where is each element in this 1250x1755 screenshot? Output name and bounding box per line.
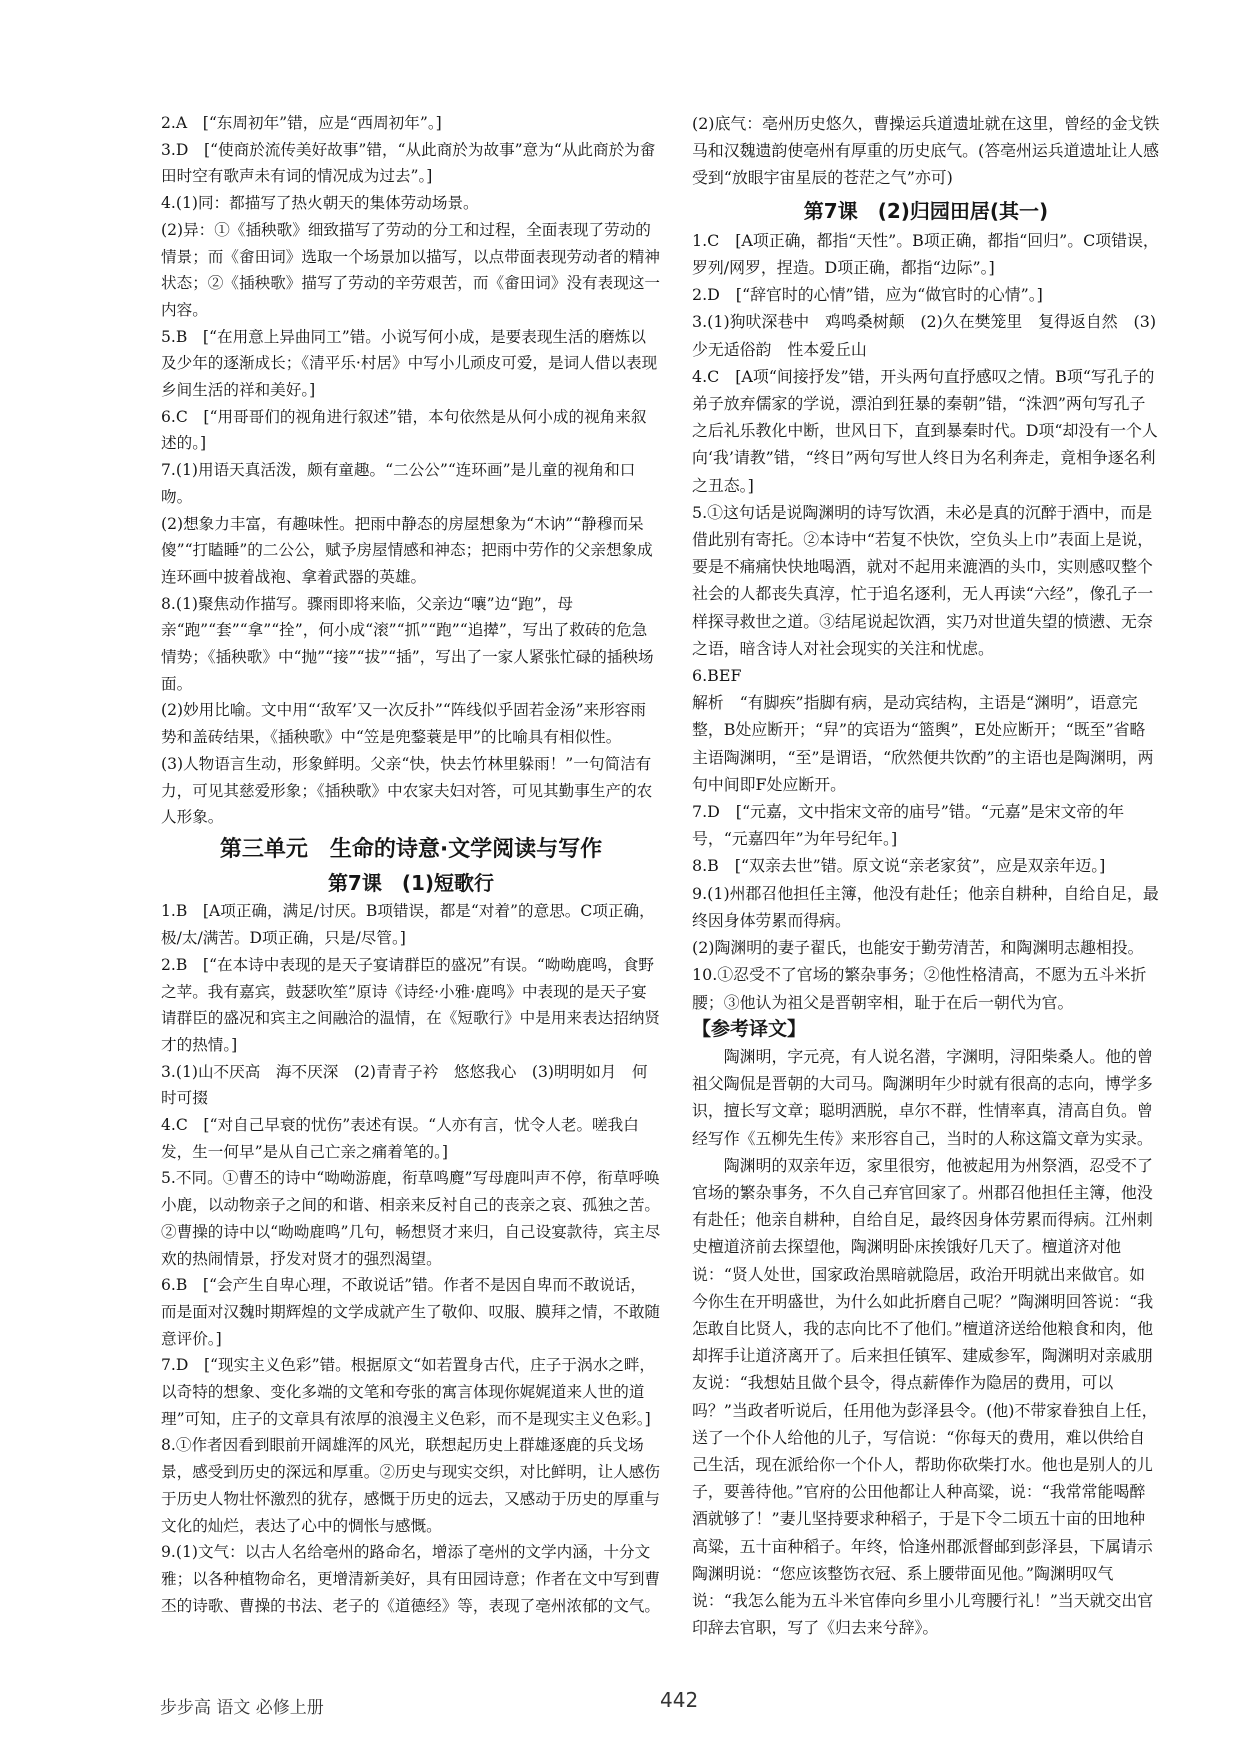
answer-item: 1.C [A项正确，都指“天性”。B项正确，都指“回归”。C项错误，罗列/网罗，捏造。D项正确，都指“边际”。] (692, 230, 1159, 278)
right-column (692, 110, 1160, 1641)
lesson-title: 第7课 (2)归园田居(其一) (803, 198, 1049, 223)
answer-item: 5.B [“在用意上异曲同工”错。小说写何小成，是要表现生活的磨炼以及少年的逐渐成长；《清平乐·村居》中写小儿顽皮可爱，是词人借以表现乡间生活的祥和美好。] (161, 327, 658, 400)
reference-translation-heading: 【参考译文】 (692, 1017, 807, 1040)
answer-item: 4.C [“对自己早衰的忧伤”表述有误。“人亦有言，忧令人老。嗟我白发，生一何早”是从自己亡亲之痛着笔的。] (161, 1116, 639, 1161)
answer-item: 6.BEF (692, 666, 742, 686)
answer-item: 8.(1)聚焦动作描写。骤雨即将来临，父亲边“嚷”边“跑”，母亲“跑”“套”“拿”“拴”，何小成“滚”“抓”“跑”“追撵”，写出了救砖的危急情势；《插秧歌》中“抛”“接”“拔”“插”，写出了一家人紧张忙碌的插秧场面。 (161, 594, 654, 693)
answer-item: 6.B [“会产生自卑心理，不敢说话”错。作者不是因自卑而不敢说话，而是面对汉魏时期辉煌的文学成就产生了敬仰、叹服、膜拜之情，不敢随意评价。] (161, 1276, 661, 1348)
answer-item: 2.A [“东周初年”错，应是“西周初年”。] (161, 114, 442, 132)
lesson-title: 第7课 (1)短歌行 (327, 870, 495, 895)
answer-item: 3.(1)狗吠深巷中 鸡鸣桑树颠 (2)久在樊笼里 复得返自然 (3)少无适俗韵 性本爱丘山 (692, 312, 1157, 359)
answer-item: (2)想象力丰富，有趣味性。把雨中静态的房屋想象为“木讷”“静穆而呆傻”“打瞌睡”的二公公，赋予房屋情感和神态；把雨中劳作的父亲想象成连环画中披着战袍、拿着武器的英雄。 (161, 514, 653, 586)
footer-book-label: 步步高 语文 必修上册 (160, 1698, 324, 1718)
answer-item: (2)底气：亳州历史悠久，曹操运兵道遗址就在这里，曾经的金戈铁马和汉魏遗韵使亳州有厚重的历史底气。(答亳州运兵道遗址让人感受到“放眼宇宙星辰的苍茫之气”亦可) (692, 114, 1160, 188)
page-number: 442 (660, 1688, 699, 1712)
answer-item: 10.①忍受不了官场的繁杂事务；②他性格清高，不愿为五斗米折腰；③他认为祖父是晋朝宰相，耻于在后一朝代为官。 (692, 965, 1147, 1012)
answer-item: 4.C [A项“间接抒发”错，开头两句直抒感叹之情。B项“写孔子的弟子放弃儒家的学说，漂泊到狂暴的秦朝”错，“洙泗”两句写孔子之后礼乐教化中断，世风日下，直到暴秦时代。D项“却没有一个人向‘我’请教”错，“终日”两句写世人终日为名利奔走，竟相争逐名利之丑态。] (692, 366, 1158, 495)
answer-item: 9.(1)州郡召他担任主簿，他没有赴任；他亲自耕种，自给自足，最终因身体劳累而得病。 (692, 883, 1159, 930)
answer-item: (2)异：①《插秧歌》细致描写了劳动的分工和过程，全面表现了劳动的情景；而《畲田词》选取一个场景加以描写，以点带面表现劳动者的精神状态；②《插秧歌》描写了劳动的辛劳艰苦，而《畲田词》没有表现这一内容。 (161, 220, 661, 319)
answer-item: 9.(1)文气：以古人名给亳州的路命名，增添了亳州的文学内涵，十分文雅；以各种植物命名，更增清新美好，具有田园诗意；作者在文中写到曹丕的诗歌、曹操的书法、老子的《道德经》等，表现了亳州浓郁的文气。 (161, 1543, 661, 1615)
answer-item: 5.不同。①曹丕的诗中“呦呦游鹿，衔草鸣麑”写母鹿叫声不停，衔草呼唤小鹿，以动物亲子之间的和谐、相亲来反衬自己的丧亲之哀、孤独之苦。②曹操的诗中以“呦呦鹿鸣”几句，畅想贤才来归，自己设宴款待，宾主尽欢的热闹情景，抒发对贤才的强烈渴望。 (161, 1169, 661, 1268)
answer-item: 7.(1)用语天真活泼，颇有童趣。“二公公”“连环画”是儿童的视角和口吻。 (161, 461, 636, 506)
unit-title: 第三单元 生命的诗意·文学阅读与写作 (219, 836, 603, 862)
answer-item: 5.①这句话是说陶渊明的诗写饮酒，未必是真的沉醉于酒中，而是借此别有寄托。②本诗中“若复不快饮，空负头上巾”表面上是说，要是不痛痛快快地喝酒，就对不起用来漉酒的头巾，实则感叹整个社会的人都丧失真淳，忙于追名逐利，无人再读“六经”，像孔子一样探寻救世之道。③结尾说起饮酒，实乃对世道失望的愤懑、无奈之语，暗含诗人对社会现实的关注和忧虑。 (692, 502, 1154, 658)
answer-item: (3)人物语言生动，形象鲜明。父亲“快，快去竹林里躲雨！”一句简洁有力，可见其慈爱形象；《插秧歌》中农家夫妇对答，可见其勤事生产的农人形象。 (161, 754, 653, 827)
answer-item: (2)妙用比喻。文中用“‘敌军’又一次反扑”“阵线似乎固若金汤”来形容雨势和盖砖结果，《插秧歌》中“笠是兜鍪蓑是甲”的比喻具有相似性。 (161, 701, 646, 747)
answer-item: 2.B [“在本诗中表现的是天子宴请群臣的盛况”有误。“呦呦鹿鸣，食野之苹。我有嘉宾，鼓瑟吹笙”原诗《诗经·小雅·鹿鸣》中表现的是天子宴请群臣的盛况和宾主之间融洽的温情，在《短歌行》中是用来表达招纳贤才的热情。] (161, 955, 661, 1054)
translation-paragraph: 陶渊明，字元亮，有人说名潜，字渊明，浔阳柴桑人。他的曾祖父陶侃是晋朝的大司马。陶渊明年少时就有很高的志向，博学多识，擅长写文章；聪明洒脱，卓尔不群，性情率真，清高自负。曾经写作《五柳先生传》来形容自己，当时的人称这篇文章为实录。 (692, 1046, 1153, 1148)
answer-item: 7.D [“元嘉，文中指宋文帝的庙号”错。“元嘉”是宋文帝的年号，“元嘉四年”为年号纪年。] (692, 802, 1125, 849)
answer-item: 1.B [A项正确，满足/讨厌。B项错误，都是“对着”的意思。C项正确，极/太/满苦。D项正确，只是/尽管。] (161, 902, 655, 948)
answer-item: (2)陶渊明的妻子翟氏，也能安于勤劳清苦，和陶渊明志趣相投。 (692, 938, 1144, 958)
answer-item: 3.(1)山不厌高 海不厌深 (2)青青子衿 悠悠我心 (3)明明如月 何时可掇 (161, 1062, 648, 1108)
left-column (161, 110, 661, 1619)
answer-item: 6.C [“用哥哥们的视角进行叙述”错，本句依然是从何小成的视角来叙述的。] (161, 407, 647, 453)
answer-item: 4.(1)同：都描写了热火朝天的集体劳动场景。 (161, 194, 479, 213)
translation-paragraph: 陶渊明的双亲年迈，家里很穷，他被起用为州祭酒，忍受不了官场的繁杂事务，不久自己弃官回家了。州郡召他担任主簿，他没有赴任；他亲自耕种，自给自足，最终因身体劳累而得病。江州刺史檀道济前去探望他，陶渊明卧床挨饿好几天了。檀道济对他说：“贤人处世，国家政治黑暗就隐居，政治开明就出来做官。如今你生在开明盛世，为什么如此折磨自己呢？”陶渊明回答说：“我怎敢自比贤人，我的志向比不了他们。”檀道济送给他粮食和肉，他却挥手让道济离开了。后来担任镇军、建威参军，陶渊明对亲戚朋友说：“我想姑且做个县令，得点薪俸作为隐居的费用，可以吗？”当政者听说后，任用他为彭泽县令。(他)不带家眷独自上任，送了一个仆人给他的儿子，写信说：“你每天的费用，难以供给自己生活，现在派给你一个仆人，帮助你砍柴打水。他也是别人的儿子，要善待他。”官府的公田他都让人种高粱，说：“我常常能喝醉酒就够了！”妻儿坚持要求种稻子，于是下令二顷五十亩的田地种高粱，五十亩种稻子。年终，恰逢州郡派督邮到彭泽县，下属请示陶渊明说：“您应该整饬衣冠、系上腰带面见他。”陶渊明叹气说：“我怎么能为五斗米官俸向乡里小儿弯腰行礼！”当天就交出官印辞去官职，写了《归去来兮辞》。 (692, 1155, 1158, 1638)
answer-item: 7.D [“现实主义色彩”错。根据原文“如若置身古代，庄子于涡水之畔，以奇特的想象、变化多端的文笔和夸张的寓言体现你娓娓道来人世的道理”可知，庄子的文章具有浓厚的浪漫主义色彩，而不是现实主义色彩。] (161, 1356, 656, 1428)
answer-item: 解析 “有脚疾”指脚有病，是动宾结构，主语是“渊明”，语意完整，B处应断开；“舁”的宾语为“篮舆”，E处应断开；“既至”省略主语陶渊明，“至”是谓语，“欣然便共饮酌”的主语也是陶渊明，两句中间即F处应断开。 (692, 693, 1154, 794)
answer-item: 8.①作者因看到眼前开阔雄浑的风光，联想起历史上群雄逐鹿的兵戈场景，感受到历史的深远和厚重。②历史与现实交织，对比鲜明，让人感伤于历史人物壮怀激烈的犹存，感慨于历史的远去，又感动于历史的厚重与文化的灿烂，表达了心中的惆怅与感慨。 (161, 1436, 661, 1535)
answer-item: 2.D [“辞官时的心情”错，应为“做官时的心情”。] (692, 285, 1043, 305)
answer-item: 3.D [“使商於流传美好故事”错，“从此商於为故事”意为“从此商於为畲田时空有歌声未有词的情况成为过去”。] (161, 140, 656, 186)
answer-item: 8.B [“双亲去世”错。原文说“亲老家贫”，应是双亲年迈。] (692, 856, 1106, 876)
